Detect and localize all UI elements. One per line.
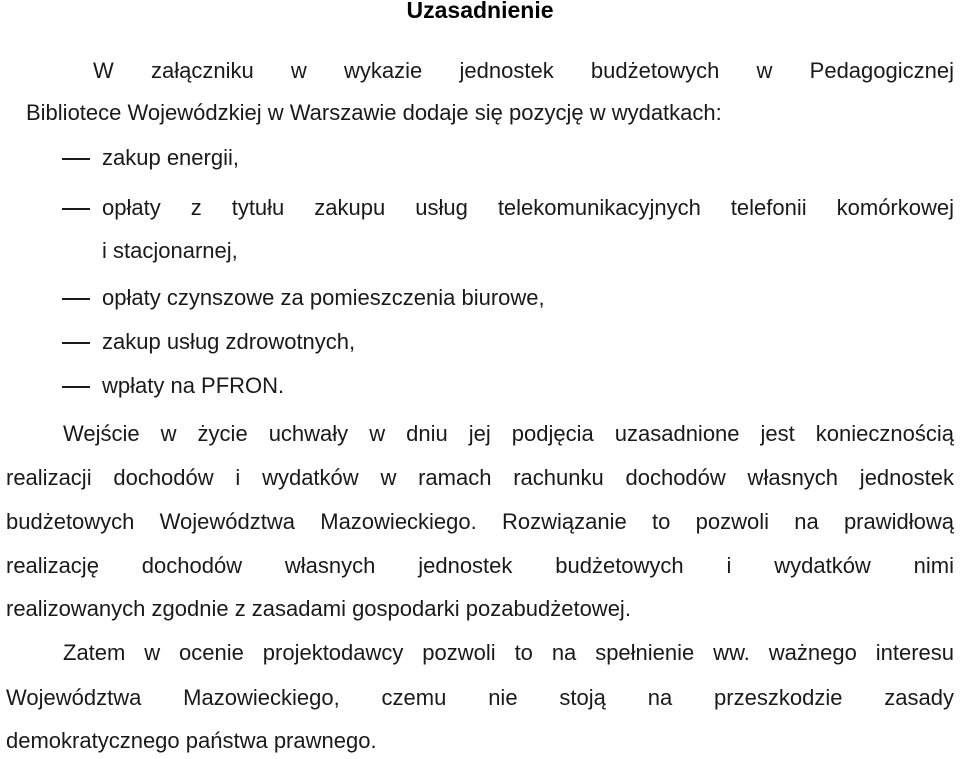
- paragraph-line: realizację dochodów własnych jednostek budżetowych i wydatków nimi: [6, 553, 954, 578]
- dash-bullet-icon: [62, 298, 90, 300]
- list-item: zakup energii,: [102, 145, 239, 170]
- dash-bullet-icon: [62, 158, 90, 160]
- paragraph-line: demokratycznego państwa prawnego.: [6, 728, 377, 753]
- dash-bullet-icon: [62, 342, 90, 344]
- paragraph-line: realizacji dochodów i wydatków w ramach rachunku dochodów własnych jednostek: [6, 465, 954, 490]
- list-item: zakup usług zdrowotnych,: [102, 329, 356, 354]
- paragraph-line: Województwa Mazowieckiego, czemu nie stoją na przeszkodzie zasady: [6, 685, 954, 710]
- intro-line-1: W załączniku w wykazie jednostek budżetowych w Pedagogicznej: [93, 58, 954, 83]
- paragraph-line: budżetowych Województwa Mazowieckiego. Rozwiązanie to pozwoli na prawidłową: [6, 509, 954, 534]
- list-item: opłaty z tytułu zakupu usług telekomunikacyjnych telefonii komórkowej: [102, 195, 954, 220]
- dash-bullet-icon: [62, 208, 90, 210]
- paragraph-line: realizowanych zgodnie z zasadami gospodarki pozabudżetowej.: [6, 596, 631, 621]
- intro-line-2: Bibliotece Wojewódzkiej w Warszawie dodaje się pozycję w wydatkach:: [26, 100, 722, 125]
- list-item: wpłaty na PFRON.: [102, 373, 285, 398]
- document-title: Uzasadnienie: [406, 0, 554, 23]
- dash-bullet-icon: [62, 386, 90, 388]
- list-item: opłaty czynszowe za pomieszczenia biurowe,: [102, 285, 545, 310]
- paragraph-line: Wejście w życie uchwały w dniu jej podjęcia uzasadnione jest koniecznością: [63, 421, 954, 446]
- list-item-continuation: i stacjonarnej,: [102, 238, 238, 263]
- paragraph-line: Zatem w ocenie projektodawcy pozwoli to na spełnienie ww. ważnego interesu: [63, 640, 954, 665]
